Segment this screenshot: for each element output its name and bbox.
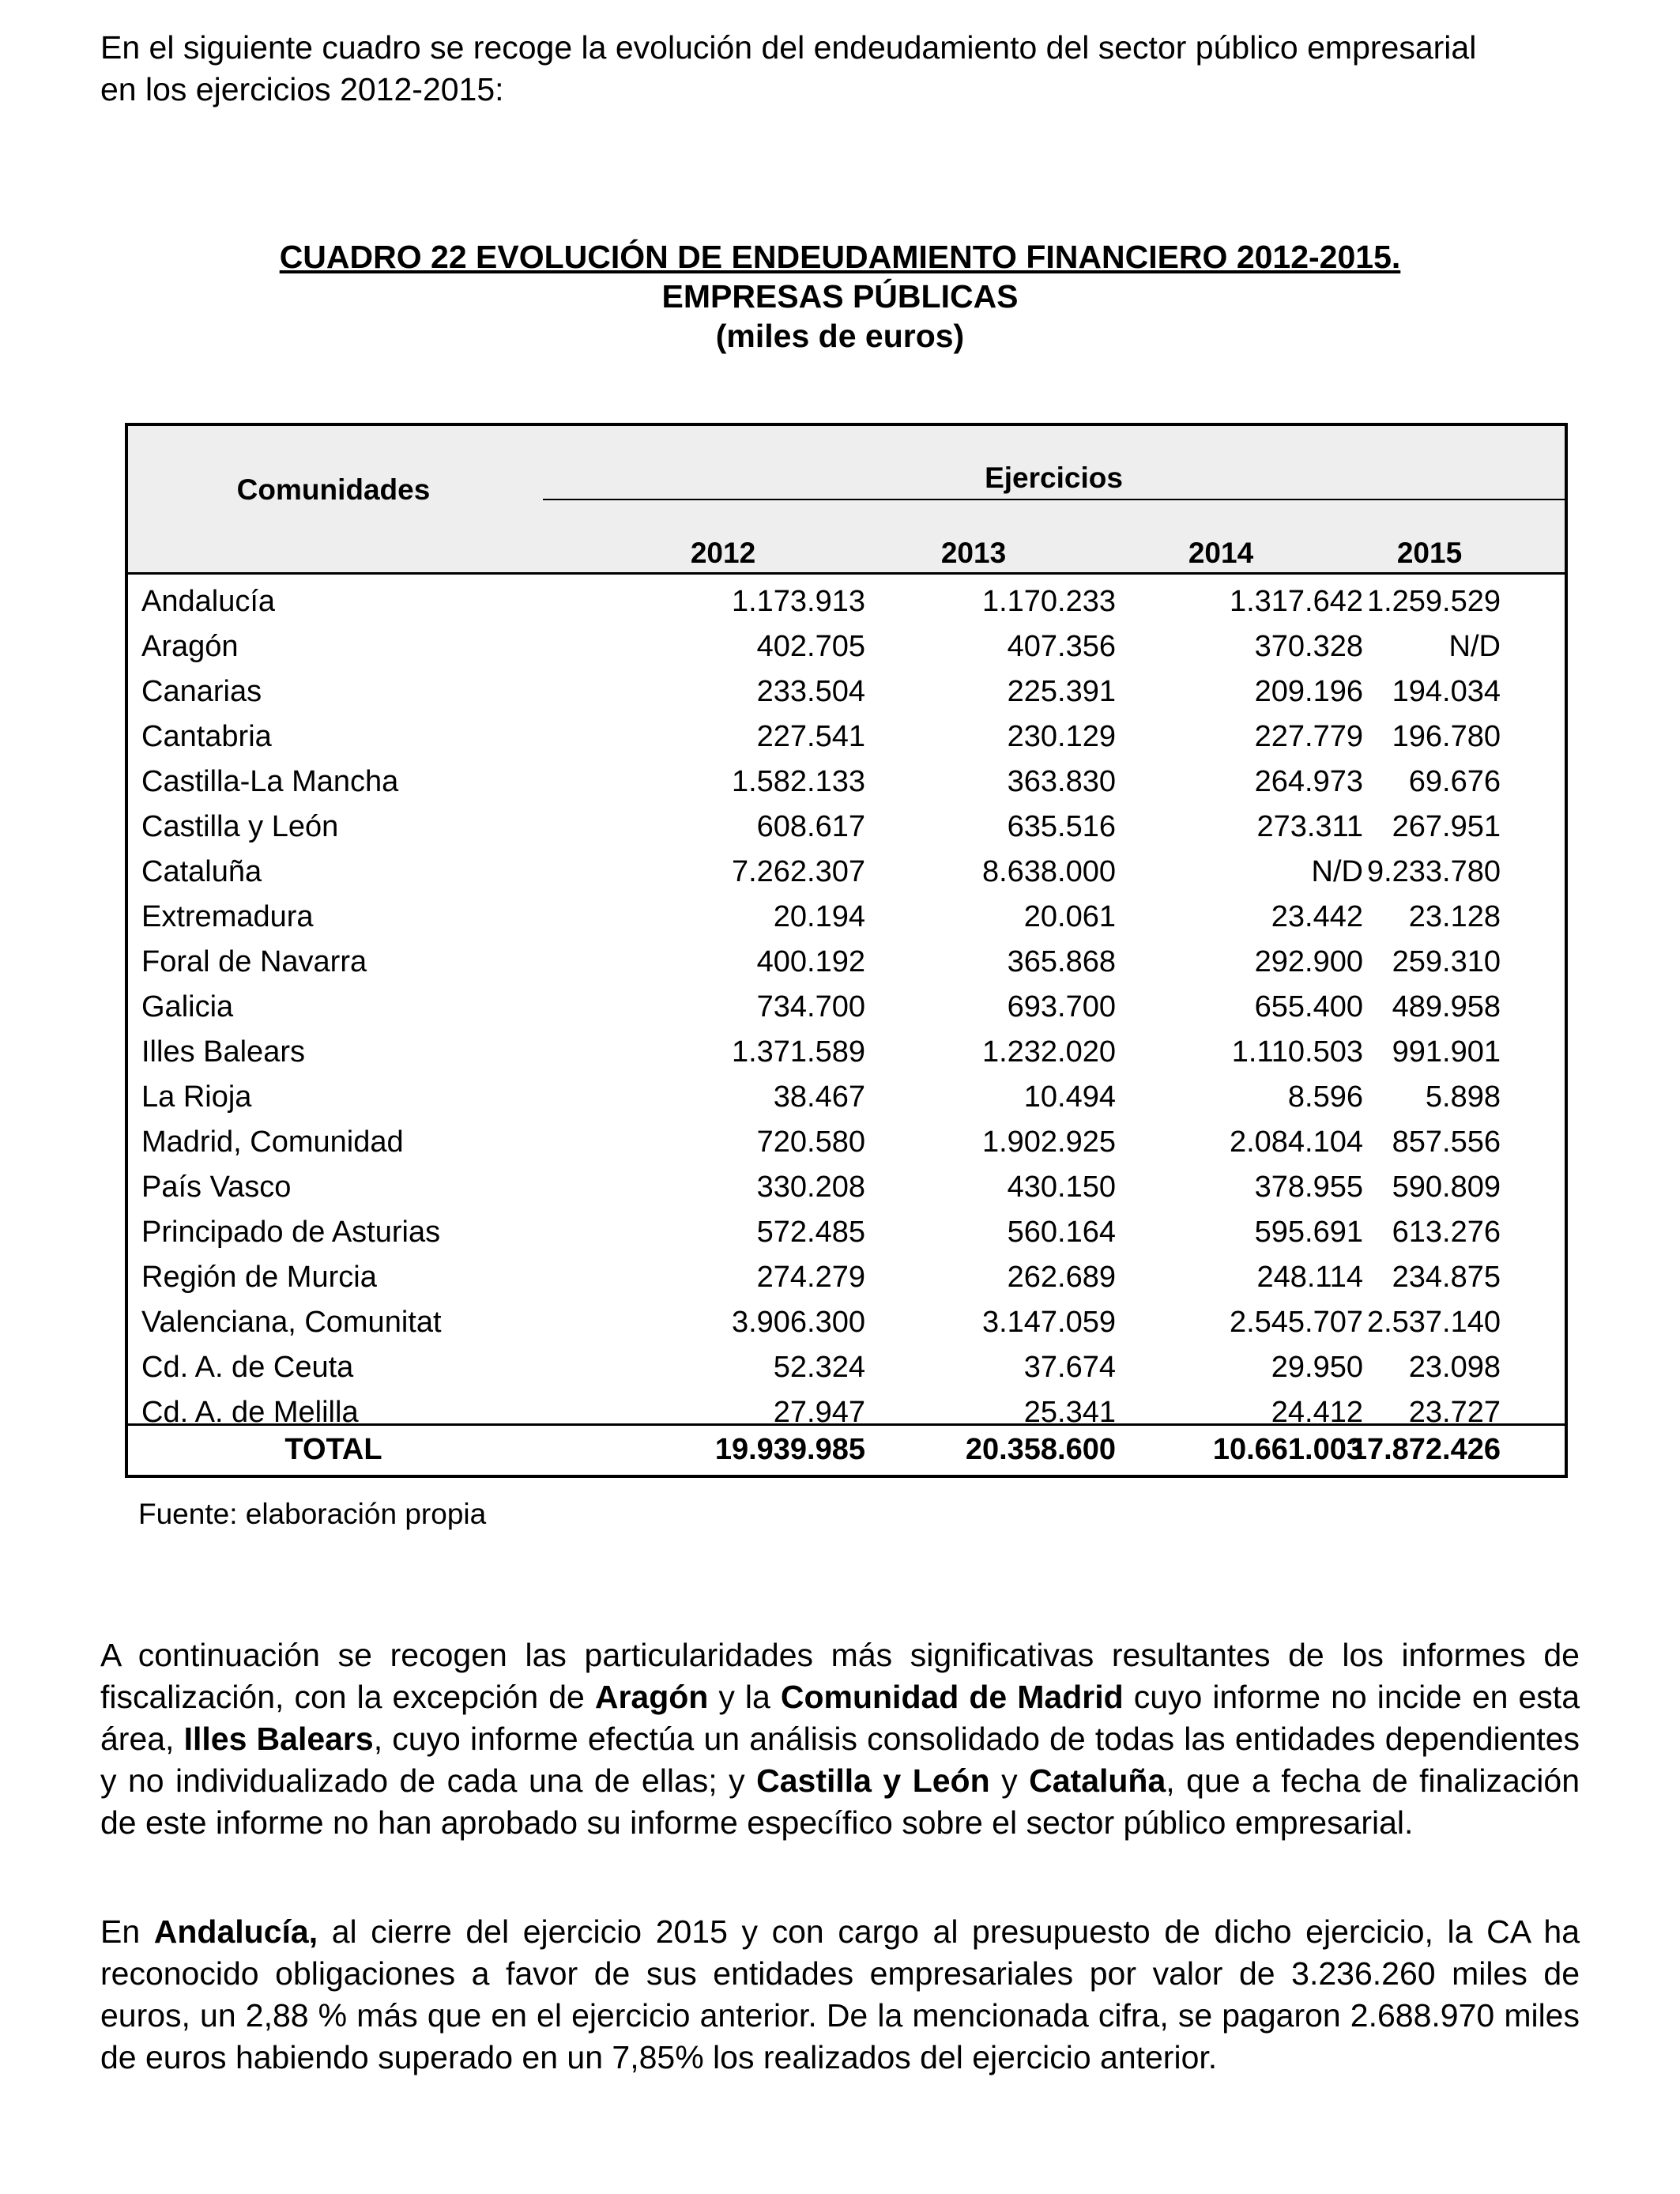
row-value-2013: 37.674 xyxy=(1023,1351,1116,1384)
row-value-2012: 3.906.300 xyxy=(731,1306,865,1339)
total-2013: 20.358.600 xyxy=(965,1433,1116,1466)
p2-text-6: , que a fecha de finalización de este informe no han aprobado su informe específico sobre el sector público empresarial. xyxy=(100,1762,1580,1841)
table-body xyxy=(128,582,1565,1438)
total-label: TOTAL xyxy=(284,1433,382,1466)
source-note: Fuente: elaboración propia xyxy=(138,1498,487,1530)
p2-bold-balears: Illes Balears xyxy=(183,1721,374,1757)
row-value-2015: 590.809 xyxy=(1392,1171,1501,1204)
row-comunidad: Foral de Navarra xyxy=(141,945,367,978)
row-value-2015: 2.537.140 xyxy=(1366,1306,1501,1339)
total-row xyxy=(128,1423,1565,1475)
row-value-2013: 8.638.000 xyxy=(981,855,1116,888)
row-value-2012: 233.504 xyxy=(756,675,865,708)
row-value-2015: 613.276 xyxy=(1392,1216,1501,1249)
row-value-2013: 430.150 xyxy=(1007,1171,1116,1204)
row-value-2013: 225.391 xyxy=(1007,675,1116,708)
row-value-2015: 489.958 xyxy=(1392,990,1501,1023)
table-row xyxy=(128,1077,1565,1122)
row-value-2015: 9.233.780 xyxy=(1366,855,1501,888)
row-value-2013: 365.868 xyxy=(1007,945,1116,978)
table-row xyxy=(128,717,1565,762)
row-value-2012: 720.580 xyxy=(756,1125,865,1159)
row-value-2015: 23.727 xyxy=(1408,1396,1501,1429)
row-value-2015: 5.898 xyxy=(1425,1080,1501,1114)
row-value-2013: 363.830 xyxy=(1007,765,1116,798)
row-value-2012: 402.705 xyxy=(756,630,865,663)
row-comunidad: Andalucía xyxy=(141,585,276,618)
row-comunidad: Castilla-La Mancha xyxy=(141,765,399,798)
row-value-2014: 2.545.707 xyxy=(1229,1306,1363,1339)
row-comunidad: Illes Balears xyxy=(141,1035,305,1069)
row-value-2013: 1.902.925 xyxy=(981,1125,1116,1159)
row-comunidad: País Vasco xyxy=(141,1171,292,1204)
row-value-2012: 227.541 xyxy=(756,720,865,753)
p2-bold-aragon: Aragón xyxy=(594,1679,709,1715)
table-row xyxy=(128,807,1565,852)
p2-bold-castilla-leon: Castilla y León xyxy=(756,1762,990,1799)
row-value-2014: 370.328 xyxy=(1254,630,1363,663)
paragraph-andalucia xyxy=(100,1911,1580,2079)
row-value-2013: 20.061 xyxy=(1023,900,1116,933)
row-value-2015: 991.901 xyxy=(1392,1035,1501,1069)
row-value-2012: 1.173.913 xyxy=(731,585,865,618)
p2-text-5: y xyxy=(989,1762,1030,1799)
row-value-2013: 1.232.020 xyxy=(981,1035,1116,1069)
intro-paragraph xyxy=(100,27,1580,111)
p2-bold-madrid: Comunidad de Madrid xyxy=(780,1679,1124,1715)
row-value-2014: N/D xyxy=(1311,855,1363,888)
table-row xyxy=(128,1302,1565,1348)
row-comunidad: Aragón xyxy=(141,630,239,663)
header-year-2012: 2012 xyxy=(690,537,756,569)
row-value-2015: 1.259.529 xyxy=(1366,585,1501,618)
table-row xyxy=(128,1167,1565,1212)
p2-text-3: cuyo informe no incide en esta área, xyxy=(100,1679,1580,1757)
row-value-2012: 734.700 xyxy=(756,990,865,1023)
header-year-2014: 2014 xyxy=(1188,537,1254,569)
row-value-2014: 2.084.104 xyxy=(1229,1125,1363,1159)
row-value-2015: 196.780 xyxy=(1392,720,1501,753)
total-2015: 17.872.426 xyxy=(1350,1433,1501,1466)
intro-line-1: En el siguiente cuadro se recoge la evolución del endeudamiento del sector público empresarial xyxy=(100,29,1477,66)
row-value-2015: 259.310 xyxy=(1392,945,1501,978)
table-row xyxy=(128,1257,1565,1302)
p2-bold-cataluna: Cataluña xyxy=(1029,1762,1166,1799)
header-year-2015: 2015 xyxy=(1396,537,1463,569)
row-comunidad: Cd. A. de Melilla xyxy=(141,1396,359,1429)
row-value-2012: 52.324 xyxy=(773,1351,865,1384)
row-value-2015: 234.875 xyxy=(1392,1261,1501,1294)
row-value-2014: 1.110.503 xyxy=(1231,1035,1363,1069)
row-value-2012: 1.582.133 xyxy=(731,765,865,798)
row-comunidad: Cataluña xyxy=(141,855,262,888)
table-title-main: CUADRO 22 EVOLUCIÓN DE ENDEUDAMIENTO FINANCIERO 2012-2015. xyxy=(279,239,1401,275)
table-row xyxy=(128,762,1565,807)
row-value-2014: 29.950 xyxy=(1271,1351,1363,1384)
intro-line-2: en los ejercicios 2012-2015: xyxy=(100,71,504,107)
p3-bold-andalucia: Andalucía, xyxy=(153,1913,318,1950)
table-row xyxy=(128,987,1565,1032)
row-value-2015: N/D xyxy=(1448,630,1501,663)
row-value-2014: 655.400 xyxy=(1254,990,1363,1023)
paragraph-particularidades xyxy=(100,1634,1580,1844)
row-value-2015: 267.951 xyxy=(1392,810,1501,843)
p2-text-4: , cuyo informe efectúa un análisis consolidado de todas las entidades dependientes y no individualizado de cada una de ellas; y xyxy=(100,1721,1580,1799)
table-row xyxy=(128,897,1565,942)
row-value-2013: 635.516 xyxy=(1007,810,1116,843)
row-value-2012: 20.194 xyxy=(773,900,865,933)
row-value-2012: 1.371.589 xyxy=(731,1035,865,1069)
row-value-2015: 857.556 xyxy=(1392,1125,1501,1159)
row-comunidad: Región de Murcia xyxy=(141,1261,377,1294)
row-value-2013: 560.164 xyxy=(1007,1216,1116,1249)
row-value-2012: 274.279 xyxy=(756,1261,865,1294)
row-value-2012: 400.192 xyxy=(756,945,865,978)
header-year-2013: 2013 xyxy=(940,537,1007,569)
row-value-2015: 23.098 xyxy=(1408,1351,1501,1384)
row-value-2014: 24.412 xyxy=(1271,1396,1363,1429)
total-2012: 19.939.985 xyxy=(714,1433,865,1466)
row-value-2013: 230.129 xyxy=(1007,720,1116,753)
row-value-2013: 693.700 xyxy=(1007,990,1116,1023)
row-value-2014: 273.311 xyxy=(1256,810,1363,843)
row-value-2013: 10.494 xyxy=(1023,1080,1116,1114)
table-title xyxy=(0,237,1680,356)
table-header xyxy=(128,426,1565,575)
row-value-2012: 330.208 xyxy=(756,1171,865,1204)
row-value-2012: 27.947 xyxy=(773,1396,865,1429)
row-value-2014: 8.596 xyxy=(1287,1080,1363,1114)
row-value-2013: 25.341 xyxy=(1023,1396,1116,1429)
row-value-2014: 292.900 xyxy=(1254,945,1363,978)
table-row xyxy=(128,627,1565,672)
row-comunidad: Galicia xyxy=(141,990,234,1023)
row-comunidad: Valenciana, Comunitat xyxy=(141,1306,442,1339)
total-2014: 10.661.003 xyxy=(1212,1433,1363,1466)
row-comunidad: Canarias xyxy=(141,675,262,708)
table-row xyxy=(128,1348,1565,1393)
p3-text-2: al cierre del ejercicio 2015 y con cargo al presupuesto de dicho ejercicio, la CA ha reconocido obligaciones a favor de sus entidades empresariales por valor de 3.236.260 miles de euros, un 2,88 % más que en el ejercicio anterior. De la mencionada cifra, se pagaron 2.688.970 miles de euros habiendo superado en un 7,85% los realizados del ejercicio anterior. xyxy=(100,1913,1580,2075)
table-row xyxy=(128,1212,1565,1257)
row-value-2014: 23.442 xyxy=(1271,900,1363,933)
row-comunidad: Cantabria xyxy=(141,720,272,753)
row-value-2014: 209.196 xyxy=(1254,675,1363,708)
row-value-2013: 3.147.059 xyxy=(981,1306,1116,1339)
row-value-2013: 262.689 xyxy=(1007,1261,1116,1294)
row-value-2014: 264.973 xyxy=(1254,765,1363,798)
row-value-2014: 248.114 xyxy=(1256,1261,1363,1294)
table-row xyxy=(128,582,1565,627)
row-value-2012: 572.485 xyxy=(756,1216,865,1249)
table-row xyxy=(128,672,1565,717)
table-title-units: (miles de euros) xyxy=(715,318,965,354)
row-comunidad: Castilla y León xyxy=(141,810,339,843)
row-comunidad: Cd. A. de Ceuta xyxy=(141,1351,354,1384)
row-value-2013: 407.356 xyxy=(1007,630,1116,663)
row-value-2015: 194.034 xyxy=(1392,675,1501,708)
table-row xyxy=(128,1032,1565,1077)
row-comunidad: Extremadura xyxy=(141,900,314,933)
p3-text-1: En xyxy=(100,1913,154,1950)
row-value-2014: 227.779 xyxy=(1254,720,1363,753)
row-value-2012: 608.617 xyxy=(756,810,865,843)
table-row xyxy=(128,852,1565,897)
row-comunidad: La Rioja xyxy=(141,1080,252,1114)
table-row xyxy=(128,942,1565,987)
row-value-2012: 7.262.307 xyxy=(731,855,865,888)
row-comunidad: Principado de Asturias xyxy=(141,1216,441,1249)
row-value-2014: 1.317.642 xyxy=(1229,585,1363,618)
debt-table xyxy=(125,423,1568,1478)
p2-text-2: y la xyxy=(708,1679,781,1715)
p2-text-1: A continuación se recogen las particularidades más significativas resultantes de los informes de fiscalización, con la excepción de xyxy=(100,1637,1580,1715)
header-ejercicios: Ejercicios xyxy=(985,462,1123,494)
row-comunidad: Madrid, Comunidad xyxy=(141,1125,404,1159)
row-value-2013: 1.170.233 xyxy=(981,585,1116,618)
row-value-2014: 378.955 xyxy=(1254,1171,1363,1204)
row-value-2015: 69.676 xyxy=(1408,765,1501,798)
header-divider xyxy=(543,499,1565,500)
row-value-2014: 595.691 xyxy=(1254,1216,1363,1249)
table-row xyxy=(128,1122,1565,1167)
row-value-2015: 23.128 xyxy=(1408,900,1501,933)
row-value-2012: 38.467 xyxy=(773,1080,865,1114)
header-comunidades: Comunidades xyxy=(236,473,431,506)
table-title-sub: EMPRESAS PÚBLICAS xyxy=(661,278,1019,315)
